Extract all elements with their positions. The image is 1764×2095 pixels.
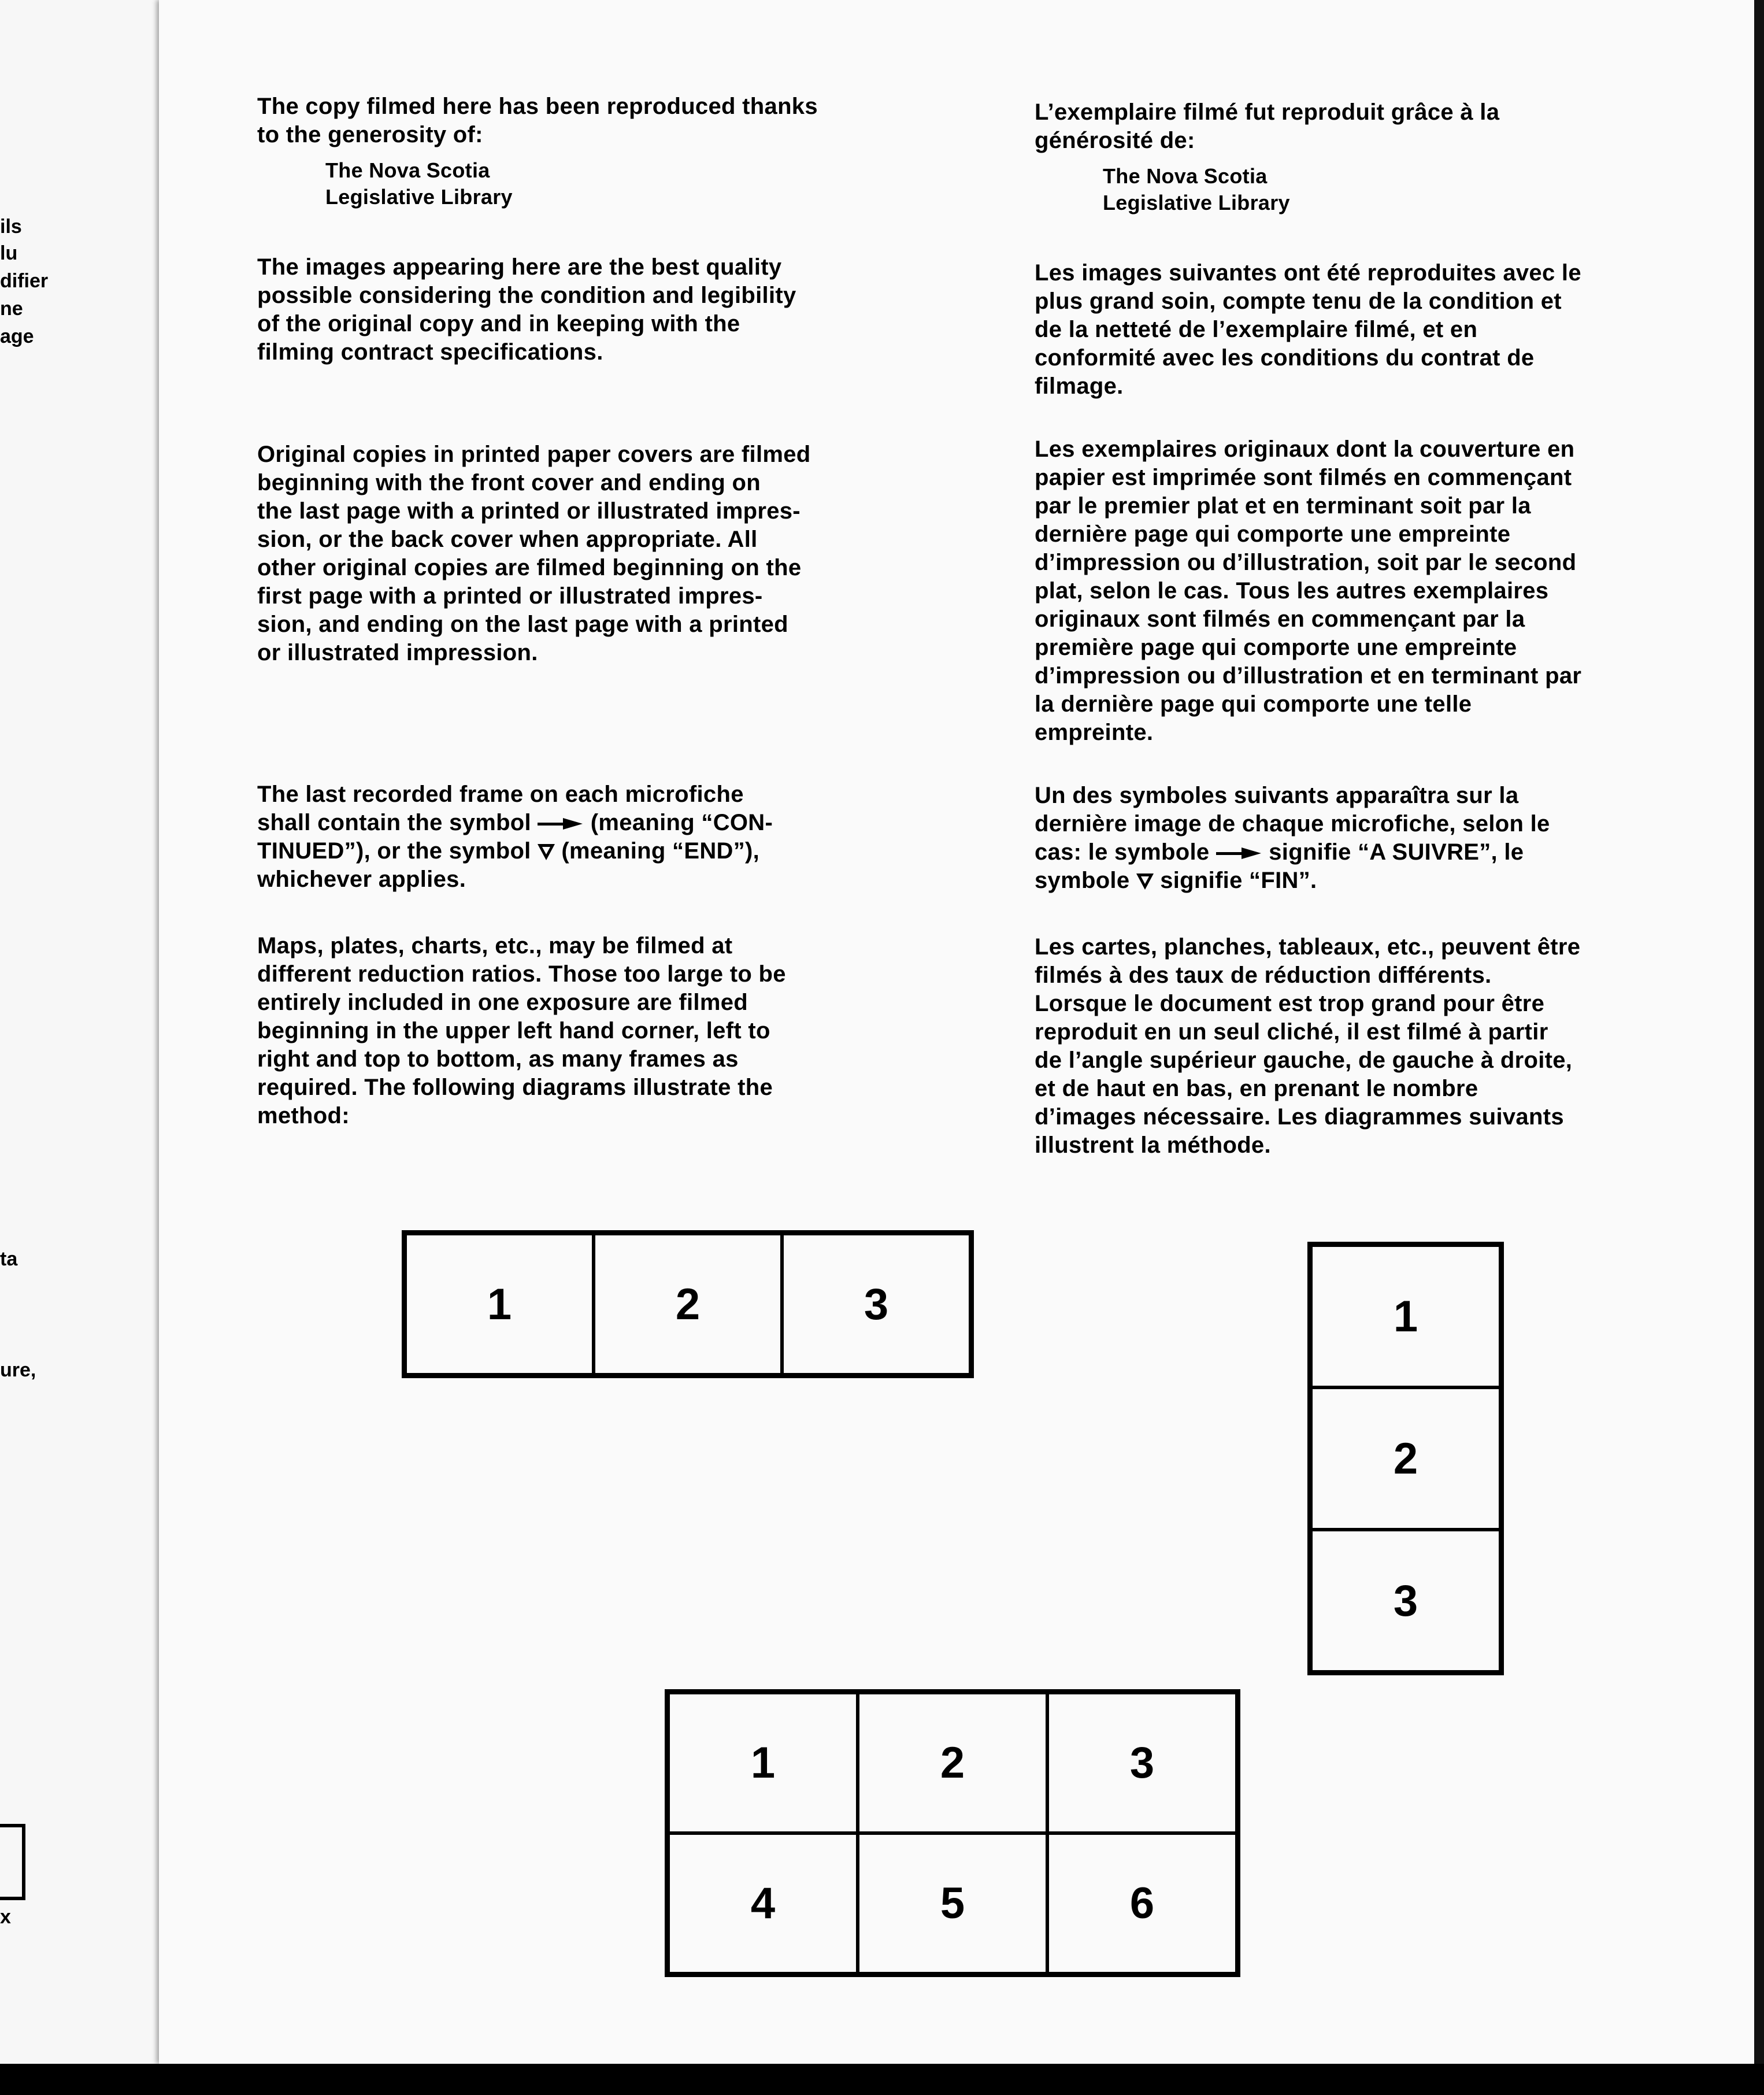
diagram-frame: 3 [782, 1234, 970, 1375]
diagram-frame: 2 [1311, 1387, 1500, 1530]
diagram-three-frames-vertical [1307, 1242, 1504, 1675]
arrow-right-icon [1216, 847, 1262, 859]
diagram-frame: 2 [858, 1693, 1047, 1833]
arrow-right-icon [538, 818, 584, 830]
english-symbol-paragraph: The last recorded frame on each microfiche shall contain the symbol (meaning “CON- TINUED”), or the symbol (meaning “END”), whichever applies. [257, 782, 773, 892]
bleed-text-fragment: ta [0, 1248, 18, 1270]
english-quality-paragraph: The images appearing here are the best quality possible considering the condition and legibility of the original copy and in keeping with the filming contract specifications. [257, 254, 796, 365]
english-column [257, 92, 939, 1130]
bleed-text-fragment: ure, [0, 1359, 36, 1381]
french-library-name: The Nova Scotia Legislative Library [1103, 164, 1290, 214]
english-library-name: The Nova Scotia Legislative Library [325, 158, 513, 209]
diagram-frame: 6 [1047, 1833, 1237, 1974]
bleed-text-fragment: ils [0, 216, 22, 238]
diagram-three-frames-horizontal [402, 1230, 974, 1378]
diagram-frame: 5 [858, 1833, 1047, 1974]
french-maps-paragraph: Les cartes, planches, tableaux, etc., peuvent être filmés à des taux de réduction différents. Lorsque le document est trop grand pour être reproduit en un seul cliché, il est filmé à partir de l’angle supérieur gauche, de gauche à droite, et de haut en bas, en prenant le nombre d’images nécessaire. Les diagrammes suivants illustrent la méthode. [1035, 934, 1581, 1158]
film-edge-right [1754, 0, 1764, 2095]
french-symbol-paragraph: Un des symboles suivants apparaîtra sur la dernière image de chaque microfiche, selon le cas: le symbole signifie “A SUIVRE”, le symbole signifie “FIN”. [1035, 783, 1550, 893]
previous-page-edge [0, 0, 159, 2064]
bleed-text-fragment: ne [0, 298, 23, 320]
film-edge-bottom [0, 2064, 1764, 2095]
diagram-frame: 4 [668, 1833, 858, 1974]
triangle-down-icon [538, 844, 555, 860]
diagram-frame: 1 [1311, 1245, 1500, 1387]
french-generosity-intro: L’exemplaire filmé fut reproduit grâce à la générosité de: [1035, 99, 1500, 153]
diagram-six-frames-grid [665, 1689, 1240, 1977]
french-quality-paragraph: Les images suivantes ont été reproduites avec le plus grand soin, compte tenu de la condition et de la netteté de l’exemplaire filmé, et en conformité avec les conditions du contrat de filmage. [1035, 260, 1581, 399]
bleed-text-fragment: lu [0, 242, 18, 264]
triangle-down-icon [1136, 873, 1154, 890]
bleed-text-fragment: difier [0, 270, 49, 292]
bleed-text-fragment: x [0, 1906, 11, 1928]
diagram-frame: 1 [668, 1693, 858, 1833]
english-covers-paragraph: Original copies in printed paper covers are filmed beginning with the front cover and ending on the last page with a printed or illustrated impres- sion, or the back cover when appropriate. All other original copies are filmed beginning on the first page with a printed or illustrated impres- sion, and ending on the last page with a printed or illustrated impression. [257, 442, 811, 665]
english-maps-paragraph: Maps, plates, charts, etc., may be filmed at different reduction ratios. Those too large to be entirely included in one exposure are filmed beginning in the upper left hand corner, left to right and top to bottom, as many frames as required. The following diagrams illustrate the method: [257, 933, 786, 1128]
french-column [1035, 98, 1717, 1160]
diagram-frame: 1 [405, 1234, 594, 1375]
diagram-frame: 2 [594, 1234, 782, 1375]
bleed-text-fragment: age [0, 325, 34, 347]
diagram-frame: 3 [1047, 1693, 1237, 1833]
french-covers-paragraph: Les exemplaires originaux dont la couverture en papier est imprimée sont filmés en commençant par le premier plat et en terminant soit par la dernière page qui comporte une empreinte d’impression ou d’illustration, soit par le second plat, selon le cas. Tous les autres exemplaires originaux sont filmés en commençant par la première page qui comporte une empreinte d’impression ou d’illustration et en terminant par la dernière page qui comporte une telle empreinte. [1035, 436, 1582, 745]
diagram-frame: 3 [1311, 1530, 1500, 1672]
english-generosity-intro: The copy filmed here has been reproduced thanks to the generosity of: [257, 94, 818, 147]
bleed-box-fragment [0, 1824, 25, 1900]
